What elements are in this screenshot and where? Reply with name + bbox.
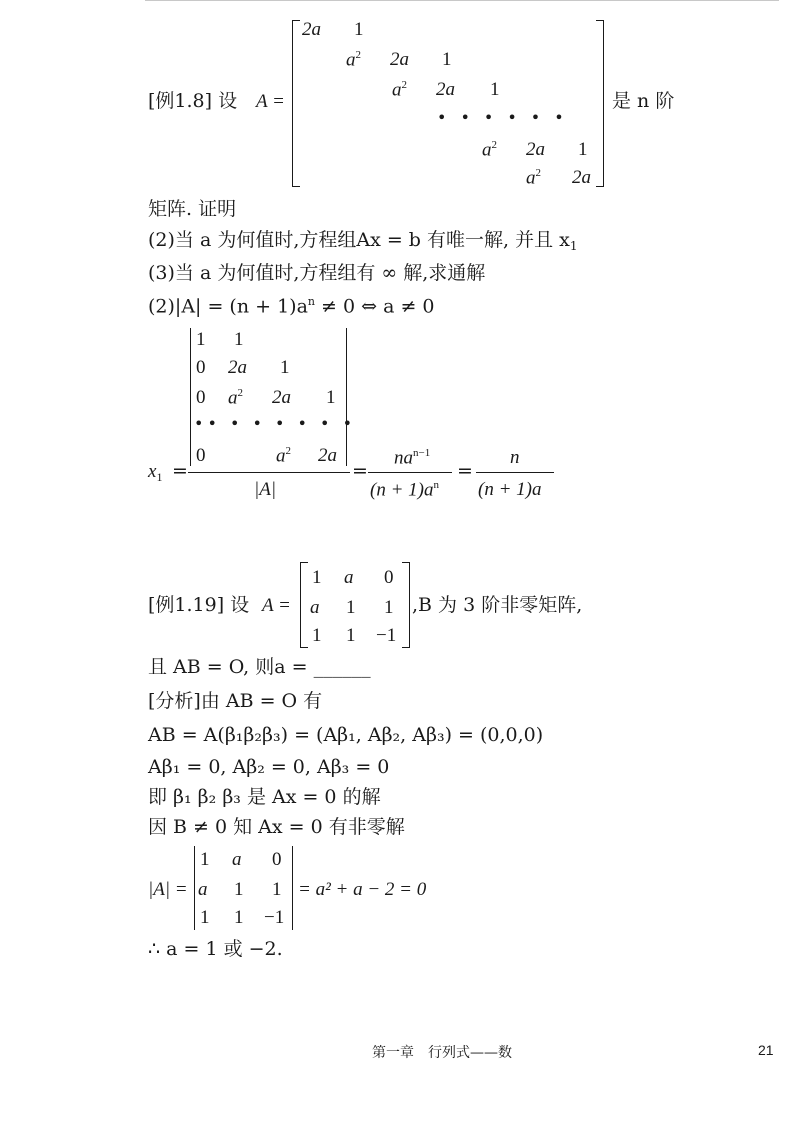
left-bracket <box>292 20 300 187</box>
example119-A-eq: A = <box>262 595 291 616</box>
example119-det-lhs: |A| = <box>148 879 188 900</box>
det-cell: 1 <box>234 907 244 928</box>
matrix-cell: 2a <box>302 19 321 40</box>
matrix-cell: 2a <box>436 79 455 100</box>
example119-line3: [分析]由 AB = O 有 <box>148 690 323 712</box>
det-cell: 1 <box>280 357 290 378</box>
matrix-cell: $a^2$ <box>482 139 497 161</box>
example18-line2: 矩阵. 证明 <box>148 198 237 220</box>
det-cell: −1 <box>264 907 285 928</box>
right-bracket <box>596 20 604 187</box>
det-cell: 0 <box>272 849 282 870</box>
example119-line7: 因 B ≠ 0 知 Ax = 0 有非零解 <box>148 816 405 838</box>
matrix-cell: 1 <box>354 19 364 40</box>
eq3: = <box>457 460 473 482</box>
matrix-cell: 1 <box>346 625 356 646</box>
example18-line3: (2)当 a 为何值时,方程组Ax = b 有唯一解, 并且 $x_1$ <box>148 229 578 253</box>
fraction-bar-1 <box>368 472 452 473</box>
matrix-cell: $a^2$ <box>526 167 541 189</box>
example119-line5: Aβ₁ = 0, Aβ₂ = 0, Aβ₃ = 0 <box>148 756 390 778</box>
matrix-cell: 1 <box>442 49 452 70</box>
det-cell: 2a <box>318 445 337 466</box>
frac2-den: (n + 1)a <box>478 479 542 500</box>
example119-after-matrix: ,B 为 3 阶非零矩阵, <box>412 594 583 616</box>
matrix-cell: 2a <box>572 167 591 188</box>
det-cell: a <box>198 879 208 900</box>
matrix-cell: 2a <box>390 49 409 70</box>
example18-A-eq: A = <box>256 91 285 112</box>
det-left-bar <box>194 846 195 930</box>
fraction-bar-main <box>188 472 350 473</box>
matrix-cell: 1 <box>312 625 322 646</box>
eq2: = <box>352 460 368 482</box>
matrix-cell: 1 <box>384 597 394 618</box>
example119-line2: 且 AB = O, 则a = ______ <box>148 656 371 678</box>
det-cell: 1 <box>272 879 282 900</box>
right-bracket <box>402 562 410 648</box>
example18-line4: (3)当 a 为何值时,方程组有 ∞ 解,求通解 <box>148 262 486 284</box>
example119-line6: 即 β₁ β₂ β₃ 是 Ax = 0 的解 <box>148 786 381 808</box>
matrix-cell: 0 <box>384 567 394 588</box>
example119-label: [例1.19] 设 <box>148 594 250 616</box>
det-cell: 1 <box>234 329 244 350</box>
fraction-den-A: |A| <box>254 479 277 500</box>
frac2-num: n <box>510 447 520 468</box>
matrix-cell: 1 <box>312 567 322 588</box>
det-cell: 1 <box>200 907 210 928</box>
example18-label: [例1.8] 设 <box>148 90 238 112</box>
det-cell: 0 <box>196 387 206 408</box>
matrix-cell: $a^2$ <box>346 49 361 71</box>
example119-det-rhs: = a² + a − 2 = 0 <box>298 879 427 900</box>
left-bracket <box>300 562 308 648</box>
det-cell: 0 <box>196 357 206 378</box>
det-cell: 1 <box>196 329 206 350</box>
matrix-cell: 1 <box>346 597 356 618</box>
frac1-num: $na^{n-1}$ <box>394 447 431 469</box>
page-number: 21 <box>758 1042 774 1058</box>
matrix-cell: 1 <box>490 79 500 100</box>
det-cell: 1 <box>326 387 336 408</box>
matrix-cell: a <box>344 567 354 588</box>
det-right-bar <box>292 846 293 930</box>
det-cell: 2a <box>272 387 291 408</box>
det-cell: 0 <box>196 445 206 466</box>
matrix-cell: 1 <box>578 139 588 160</box>
det-cell: a <box>232 849 242 870</box>
top-rule <box>145 0 779 1</box>
footer-chapter-title: 第一章 行列式——数 <box>372 1045 512 1061</box>
det-left-bar <box>190 328 191 466</box>
example18-line5: $(2)|A| = (n + 1)a^n \ne 0$ ⇔ a ≠ 0 <box>148 295 435 318</box>
det-cell: 2a <box>228 357 247 378</box>
det-dots: •• • • • • • • <box>194 414 357 433</box>
det-cell: 1 <box>234 879 244 900</box>
matrix-cell: $a^2$ <box>392 79 407 101</box>
det-cell: $a^2$ <box>276 445 291 467</box>
example119-line4: AB = A(β₁β₂β₃) = (Aβ₁, Aβ₂, Aβ₃) = (0,0,0) <box>148 724 544 746</box>
det-cell: 1 <box>200 849 210 870</box>
frac1-den: $(n + 1)a^n$ <box>370 479 439 501</box>
matrix-cell: a <box>310 597 320 618</box>
matrix-cell: −1 <box>376 625 397 646</box>
matrix-cell: 2a <box>526 139 545 160</box>
example119-conclusion: ∴ a = 1 或 −2. <box>148 938 283 960</box>
det-cell: $a^2$ <box>228 387 243 409</box>
x1-eq: = <box>172 460 188 482</box>
det-right-bar <box>346 328 347 466</box>
x1-lhs: $x_1$ <box>148 461 163 484</box>
fraction-bar-2 <box>476 472 554 473</box>
example18-suffix: 是 n 阶 <box>612 90 675 112</box>
matrix-dots: •••••• <box>437 108 578 127</box>
